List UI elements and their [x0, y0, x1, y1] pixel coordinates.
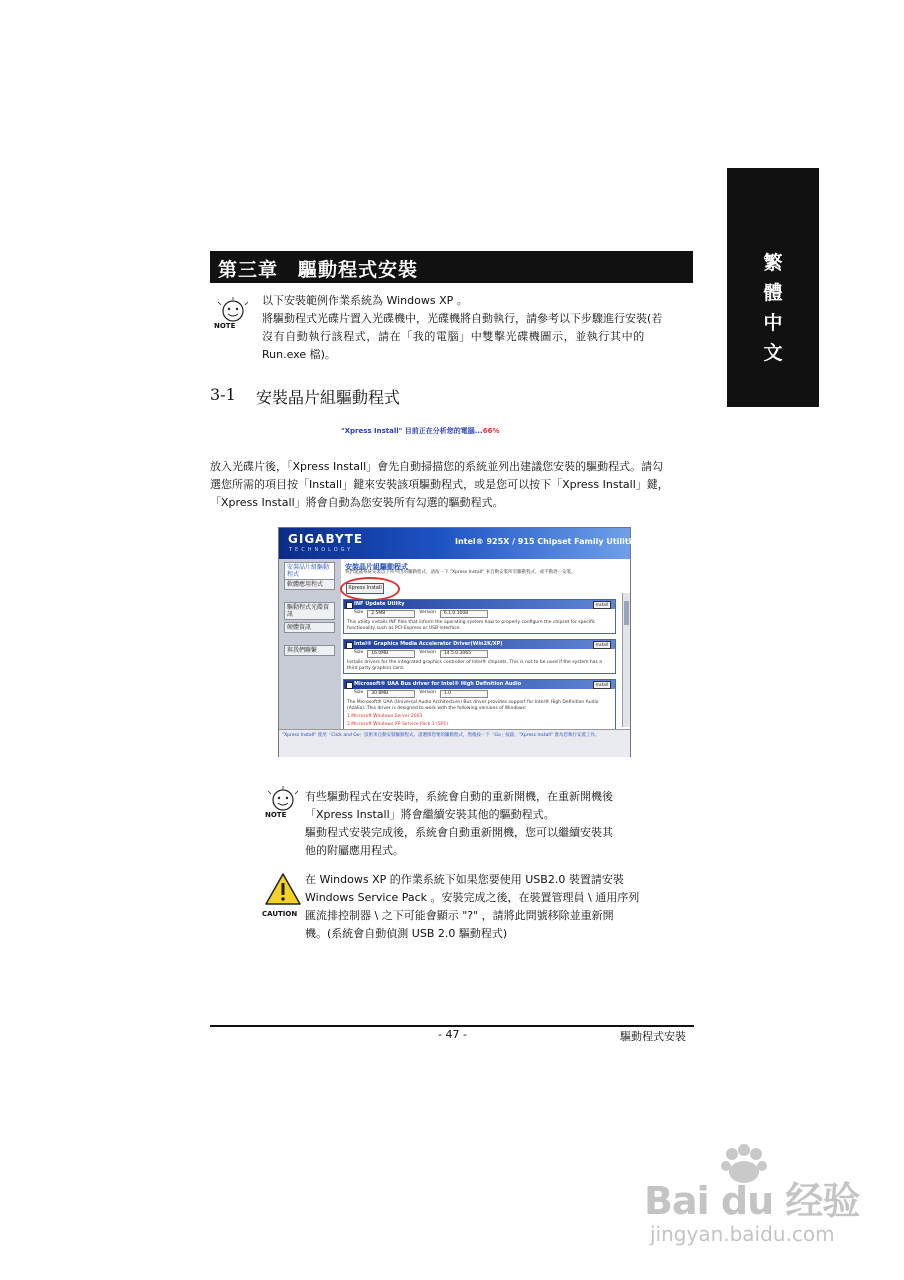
driver-header: [344, 680, 615, 689]
menu-item-software[interactable]: 軟體應用程式: [284, 579, 335, 590]
installer-scrollbar[interactable]: [622, 593, 630, 727]
note-icon-label: NOTE: [265, 811, 287, 819]
note-line: Run.exe 檔)。: [262, 348, 336, 361]
driver-header: [344, 600, 615, 609]
menu-item-chipset[interactable]: 安裝晶片組驅動程式: [284, 562, 335, 580]
driver-name: INF Update Utility: [354, 601, 405, 607]
side-tab-char: 文: [763, 342, 783, 364]
driver-meta: [344, 689, 615, 699]
driver-version: 14.5.0.3065: [440, 650, 488, 658]
installer-main: [341, 559, 630, 729]
progress-caption-text: "Xpress Install" 目前正在分析您的電腦...: [341, 427, 483, 435]
driver-checkbox[interactable]: [346, 642, 353, 649]
note2-text: [305, 788, 637, 860]
watermark-url: jingyan.baidu.com: [650, 1222, 835, 1246]
size-label: Size: [354, 610, 364, 615]
watermark-logo: Bai du 经验: [644, 1179, 860, 1223]
caution-icon-label: CAUTION: [262, 910, 298, 918]
chapter-title: 第三章 驅動程式安裝: [218, 259, 419, 281]
version-label: Version: [419, 650, 436, 655]
driver-size: 16.0MB: [367, 650, 415, 658]
progress-caption: [341, 426, 499, 436]
size-label: Size: [354, 690, 364, 695]
note-line: 他的附屬應用程式。: [305, 844, 404, 857]
highlight-circle: [340, 577, 400, 601]
gigabyte-logo-sub: TECHNOLOGY: [289, 547, 354, 553]
caution-line: 在 Windows XP 的作業系統下如果您要使用 USB2.0 裝置請安裝: [305, 873, 624, 886]
footer-rule: [210, 1025, 694, 1027]
install-button[interactable]: Install: [593, 601, 611, 609]
install-button[interactable]: Install: [593, 681, 611, 689]
side-tab-char: 體: [763, 282, 783, 304]
driver-item: [343, 639, 616, 674]
language-side-tab: [727, 168, 819, 407]
installer-main-desc: 我們建議系統安裝以下所列出的驅動程式，請按一下 "Xpress Install" 來自動安裝所有驅動程式，或手動逐一安裝。: [345, 570, 576, 575]
section-title: 安裝晶片組驅動程式: [256, 388, 401, 407]
install-button[interactable]: Install: [593, 641, 611, 649]
note-line: 將驅動程式光碟片置入光碟機中，光碟機將自動執行，請參考以下步驟進行安裝(若: [262, 312, 663, 325]
size-label: Size: [354, 650, 364, 655]
paragraph-line: 選您所需的項目按「Install」鍵來安裝該項驅動程式，或是您可以按下「Xpress Install」鍵，: [210, 478, 669, 491]
driver-size: 2.5MB: [367, 610, 415, 618]
driver-desc: The Microsoft® UAA (Universal Audio Architecture) Bus driver provides support for Intel® High Definition Audio (Azalia). This driver is designed to work with the following versions of Windows:: [347, 700, 599, 711]
caution-line: 機。(系統會自動偵測 USB 2.0 驅動程式): [305, 927, 508, 940]
installer-sidebar: [279, 559, 341, 729]
installer-title: Intel® 925X / 915 Chipset Family Utilities CD: [455, 537, 657, 546]
side-tab-char: 中: [763, 312, 783, 334]
xpress-install-button[interactable]: Xpress Install: [346, 583, 384, 594]
driver-item: [343, 599, 616, 634]
gigabyte-logo: GIGABYTE: [288, 532, 364, 546]
driver-os-line: 2.Microsoft Windows XP Service Pack 1 (SP1): [347, 722, 449, 727]
scrollbar-thumb[interactable]: [624, 601, 629, 625]
installer-footer: [279, 729, 630, 757]
caution-line: Windows Service Pack 。安裝完成之後，在裝置管理員 \ 通用序列: [305, 891, 640, 904]
driver-meta: [344, 649, 615, 659]
installer-footer-text: "Xpress Install" 使用「Click and Go」技術來自動安裝驅動程式。請選擇您要的驅動程式，然後按一下「Go」按鈕，"Xpress Install" 會為您執行安裝工作。: [282, 733, 600, 738]
driver-size: 30.8MB: [367, 690, 415, 698]
caution-text: [305, 871, 640, 943]
driver-header: [344, 640, 615, 649]
driver-desc: This utility installs INF files that inform the operating system how to properly configure the chipset for specific functionality such as PCI-Express or USB interface.: [347, 620, 596, 631]
installer-screenshot: [278, 527, 657, 757]
note-line: 有些驅動程式在安裝時，系統會自動的重新開機，在重新開機後: [305, 790, 613, 803]
chapter-title-bar: [210, 251, 693, 283]
paragraph-line: 放入光碟片後，「Xpress Install」會先自動掃描您的系統並列出建議您安裝的驅動程式。請勾: [210, 460, 664, 473]
driver-meta: [344, 609, 615, 619]
installer-header: [279, 528, 657, 559]
driver-name: Intel® Graphics Media Accelerator Driver(Win2K/XP): [354, 641, 503, 647]
version-label: Version: [419, 690, 436, 695]
paragraph-line: 「Xpress Install」將會自動為您安裝所有勾選的驅動程式。: [210, 496, 504, 509]
driver-version: 1.0: [440, 690, 488, 698]
driver-name: Microsoft® UAA Bus driver for Intel® High Definition Audio: [354, 681, 522, 687]
driver-checkbox[interactable]: [346, 602, 353, 609]
menu-item-hardware[interactable]: 硬體資訊: [284, 622, 335, 633]
driver-item: [343, 679, 616, 730]
installer-main-title: 安裝晶片組驅動程式: [345, 563, 408, 571]
intro-note-text: [262, 292, 694, 364]
body-paragraph: [210, 458, 694, 512]
note-icon: [263, 785, 303, 829]
note-line: 沒有自動執行該程式，請在「我的電腦」中雙擊光碟機圖示，並執行其中的: [262, 330, 645, 343]
note-line: 「Xpress Install」將會繼續安裝其他的驅動程式。: [305, 808, 555, 821]
note-icon: [213, 296, 253, 340]
menu-item-contact[interactable]: 與我們聯繫: [284, 645, 335, 656]
caution-line: 匯流排控制器 \ 之下可能會顯示 "?" ，請將此問號移除並重新開: [305, 909, 614, 922]
driver-version: 6.1.0.1008: [440, 610, 488, 618]
side-tab-char: 繁: [763, 252, 783, 274]
caution-icon: [264, 872, 302, 912]
section-number: 3-1: [210, 385, 236, 404]
footer-section-name: 驅動程式安裝: [620, 1030, 686, 1043]
note-line: 以下安裝範例作業系統為 Windows XP 。: [262, 294, 468, 307]
baidu-watermark: [640, 1140, 860, 1250]
progress-percent: 66%: [482, 427, 500, 435]
note-icon-label: NOTE: [214, 322, 236, 330]
driver-os-line: 1.Microsoft Windows Server 2003: [347, 714, 423, 719]
driver-checkbox[interactable]: [346, 682, 353, 689]
driver-desc: Installs drivers for the integrated graphics controller of Intel® chipsets. This is not to be used if the system has a third party graphics card.: [347, 660, 603, 671]
menu-item-driver-info[interactable]: 驅動程式光碟資訊: [284, 602, 335, 620]
version-label: Version: [419, 610, 436, 615]
page-number: - 47 -: [438, 1028, 467, 1041]
note-line: 驅動程式安裝完成後，系統會自動重新開機，您可以繼續安裝其: [305, 826, 613, 839]
